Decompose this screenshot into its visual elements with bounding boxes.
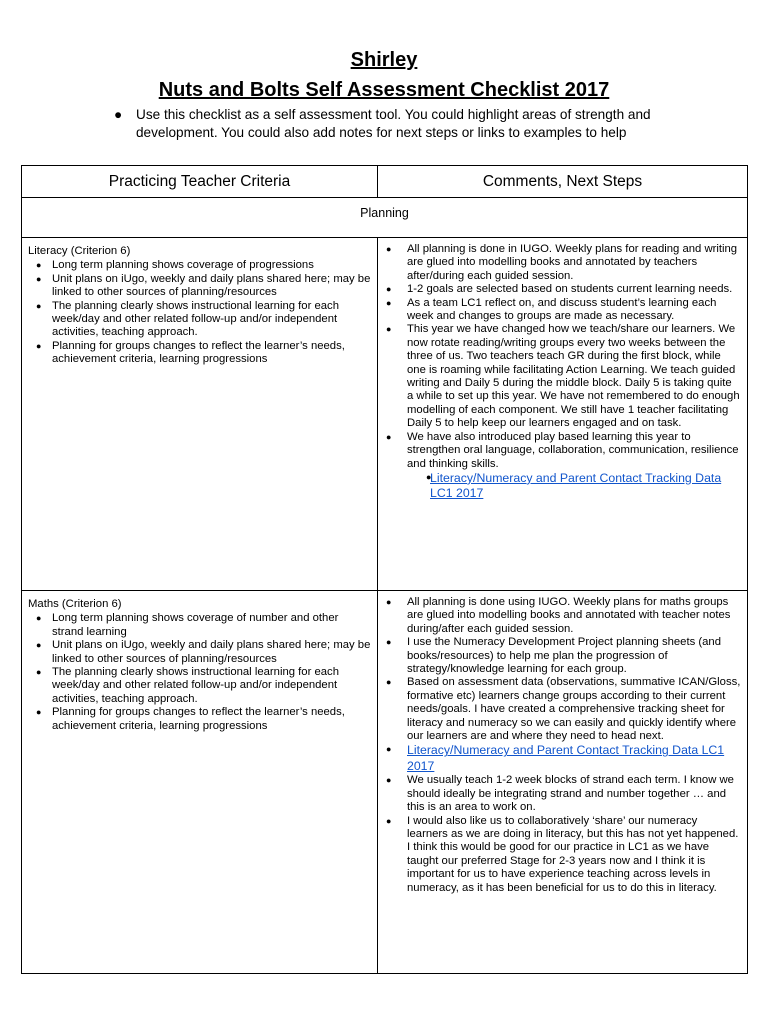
bullet-icon: ● [36,300,42,311]
bullet-icon: ● [36,707,42,718]
list-item [407,471,741,502]
bullet-icon: ● [36,260,42,271]
column-header-comments: Comments, Next Steps [378,166,748,198]
author-name: Shirley [350,49,418,71]
bullet-icon: ● [386,744,392,755]
table-header-row [22,166,748,198]
maths-criteria-list [28,612,371,733]
literacy-criteria-list [28,259,371,366]
bullet-icon: ● [36,640,42,651]
document-title: Nuts and Bolts Self Assessment Checklist 2017 [158,79,610,101]
list-item: ● I use the Numeracy Development Project planning sheets (and books/resources) to help me plan the progression of strategy/knowledge learning for each group. [386,636,721,676]
literacy-comments-cell [378,238,748,591]
list-item: ● The planning clearly shows instructional learning for each week/day and other related follow-up and/or independent activities, teaching approach. [36,299,339,339]
list-item: ● All planning is done using IUGO. Weekly plans for maths groups are glued into modelling books and annotated with teacher notes during/after each guided session. [386,596,731,635]
tracking-data-link-literacy[interactable]: Literacy/Numeracy and Parent Contact Tracking Data LC1 2017 [430,470,722,501]
bullet-icon: ● [36,273,42,284]
bullet-icon: ● [386,597,392,607]
table-row-literacy [22,238,748,591]
intro-text: Use this checklist as a self assessment tool. You could highlight areas of strength and development. You could also add notes for next steps or links to examples to help [136,107,651,140]
section-heading-planning: Planning [22,198,748,238]
bullet-icon: ● [386,677,392,688]
list-item: ● Long term planning shows coverage of progressions [36,259,314,272]
list-item: ● Based on assessment data (observations, summative ICAN/Gloss, formative etc) learners change groups according to their current needs/goals. I have created a comprehensive tracking sheet for literacy and numeracy so we can easily and quickly identify where our learners are and where they need to head next. [386,676,741,743]
tracking-data-link-maths[interactable]: Literacy/Numeracy and Parent Contact Tracking Data LC1 2017 [407,743,725,773]
list-item: ● As a team LC1 reflect on, and discuss student’s learning each week and changes to groups are made as necessary. [386,296,717,323]
maths-comments-cell [378,591,748,974]
list-item: ● We usually teach 1-2 week blocks of strand each term. I know we should ideally be integrating strand and number together … and this is an area to work on. [386,774,734,814]
bullet-icon: ● [386,284,392,295]
bullet-icon: ● [386,637,392,648]
bullet-icon: ● [386,815,392,826]
list-item: ● 1-2 goals are selected based on students current learning needs. [386,283,733,296]
list-item: ● This year we have changed how we teach/share our learners. We now rotate reading/writing groups every two weeks between the three of us. Two teachers teach GR during the first block, while one is roaming while facilitating Action Learning. We teach guided writing and Daily 5 during the middle block. Daily 5 is taking quite a while to set up this year. We have not remembered to do enough modelling of each component. We still have 1 teacher facilitating Daily 5 to help keep our learners engaged and on task. [386,323,740,430]
bullet-icon: ● [36,613,42,624]
list-item: ● Unit plans on iUgo, weekly and daily plans shared here; may be linked to other sources of planning/resources [36,272,371,299]
list-item: ● Unit plans on iUgo, weekly and daily plans shared here; may be linked to other sources of planning/resources [36,639,371,665]
bullet-icon: ● [386,324,392,335]
bullet-icon: ● [386,297,392,308]
bullet-icon: ● [114,107,123,122]
checklist-table [21,165,748,974]
literacy-comments-list [384,243,741,502]
literacy-criterion-title: Literacy (Criterion 6) [28,245,131,257]
maths-criterion-title: Maths (Criterion 6) [28,598,122,610]
list-item: ● I would also like us to collaboratively ‘share’ our numeracy learners as we are doing in literacy, but this has not yet happened. I think this would be good for our practice in LC1 as we have taught our preferred Stage for 2-3 years now and I think it is important for us to have experience teaching across levels in numeracy, as it has been beneficial for us to do this in literacy. [386,814,739,894]
list-item: ● Long term planning shows coverage of number and other strand learning [36,612,339,638]
list-item: ● Planning for groups changes to reflect the learner’s needs, achievement criteria, learning progressions [36,706,345,732]
literacy-links-list [407,471,741,502]
bullet-icon: ● [36,667,42,678]
list-item: ● We have also introduced play based learning this year to strengthen oral language, collaboration, communication, resilience and thinking skills. ● Literacy/Numeracy and Parent Contact Tracking Data LC1 2017 [384,431,741,502]
literacy-criteria-cell [22,238,378,591]
bullet-icon: ● [386,775,392,786]
bullet-icon: ● [386,244,392,254]
maths-criteria-cell [22,591,378,974]
bullet-icon: ● [426,471,432,482]
table-row-maths [22,591,748,974]
maths-comments-list [384,596,741,895]
bullet-icon: ● [36,340,42,351]
section-row [22,198,748,238]
list-item: ● Planning for groups changes to reflect the learner’s needs, achievement criteria, learning progressions [36,339,345,366]
list-item [384,743,741,774]
list-item: ● The planning clearly shows instructional learning for each week/day and other related follow-up and/or independent activities, teaching approach. [36,666,339,705]
list-item: ● All planning is done in IUGO. Weekly plans for reading and writing are glued into modelling books and annotated by teachers after/during each guided session. [386,243,738,282]
column-header-criteria: Practicing Teacher Criteria [22,166,378,198]
bullet-icon: ● [386,431,392,442]
